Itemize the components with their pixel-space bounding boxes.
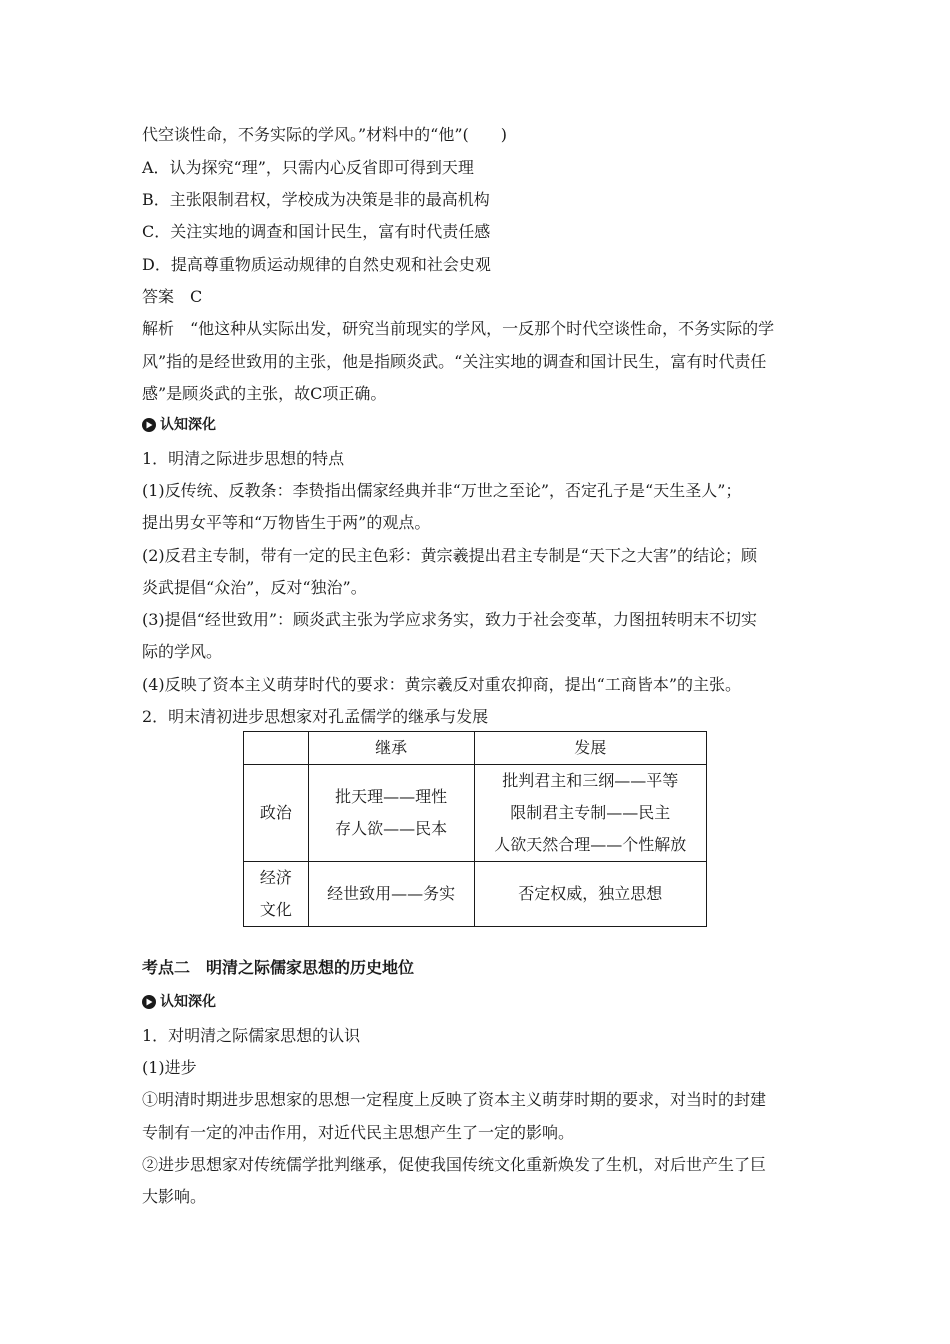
develop-cell: 否定权威，独立思想 <box>474 862 707 927</box>
section-heading: 考点二 明清之际儒家思想的历史地位 <box>142 958 415 977</box>
comparison-table <box>243 731 707 927</box>
answer-line: 答案 C <box>142 287 203 306</box>
point-line: (2)反君主专制，带有一定的民主色彩：黄宗羲提出君主专制是“天下之大害”的结论；顾 <box>142 546 758 565</box>
section-label: 认知深化 <box>142 416 216 434</box>
point-line: 大影响。 <box>142 1187 207 1206</box>
play-icon <box>142 995 156 1009</box>
option-b: B．主张限制君权，学校成为决策是非的最高机构 <box>142 190 490 209</box>
point-heading: 1．明清之际进步思想的特点 <box>142 449 345 468</box>
option-d: D．提高尊重物质运动规律的自然史观和社会史观 <box>142 255 491 274</box>
point-heading: 1．对明清之际儒家思想的认识 <box>142 1026 361 1045</box>
point-line: ①明清时期进步思想家的思想一定程度上反映了资本主义萌芽时期的要求，对当时的封建 <box>142 1090 767 1109</box>
point-line: 提出男女平等和“万物皆生于两”的观点。 <box>142 513 431 532</box>
point-line: (4)反映了资本主义萌芽时代的要求：黄宗羲反对重农抑商，提出“工商皆本”的主张。 <box>142 675 742 694</box>
table-header-cell <box>244 732 309 765</box>
row-label: 政治 <box>244 765 309 862</box>
section-label: 认知深化 <box>142 993 216 1011</box>
table-row <box>244 862 707 927</box>
point-line: ②进步思想家对传统儒学批判继承，促使我国传统文化重新焕发了生机，对后世产生了巨 <box>142 1155 767 1174</box>
analysis-line: 风”指的是经世致用的主张，他是指顾炎武。“关注实地的调查和国计民生，富有时代责任 <box>142 352 767 371</box>
inherit-cell: 批天理——理性 存人欲——民本 <box>308 765 474 862</box>
point-line: 炎武提倡“众治”，反对“独治”。 <box>142 578 367 597</box>
point-subheading: (1)进步 <box>142 1058 197 1077</box>
inherit-cell: 经世致用——务实 <box>308 862 474 927</box>
question-text: 代空谈性命，不务实际的学风。”材料中的“他”( ) <box>142 125 508 144</box>
option-a: A．认为探究“理”，只需内心反省即可得到天理 <box>142 158 474 177</box>
point-line: 际的学风。 <box>142 642 223 661</box>
table-header-cell: 继承 <box>308 732 474 765</box>
table-header-cell: 发展 <box>474 732 707 765</box>
point-line: 专制有一定的冲击作用，对近代民主思想产生了一定的影响。 <box>142 1123 575 1142</box>
point-line: (3)提倡“经世致用”：顾炎武主张为学应求务实，致力于社会变革，力图扭转明末不切实 <box>142 610 758 629</box>
row-label: 经济 文化 <box>244 862 309 927</box>
option-c: C．关注实地的调查和国计民生，富有时代责任感 <box>142 222 491 241</box>
point-line: (1)反传统、反教条：李贽指出儒家经典并非“万世之至论”，否定孔子是“天生圣人”； <box>142 481 742 500</box>
analysis-line: 解析 “他这种从实际出发，研究当前现实的学风，一反那个时代空谈性命，不务实际的学 <box>142 319 775 338</box>
play-icon <box>142 418 156 432</box>
table-header-row <box>244 732 707 765</box>
table-row <box>244 765 707 862</box>
point-heading: 2．明末清初进步思想家对孔孟儒学的继承与发展 <box>142 707 489 726</box>
analysis-line: 感”是顾炎武的主张，故C项正确。 <box>142 384 387 403</box>
develop-cell: 批判君主和三纲——平等 限制君主专制——民主 人欲天然合理——个性解放 <box>474 765 707 862</box>
